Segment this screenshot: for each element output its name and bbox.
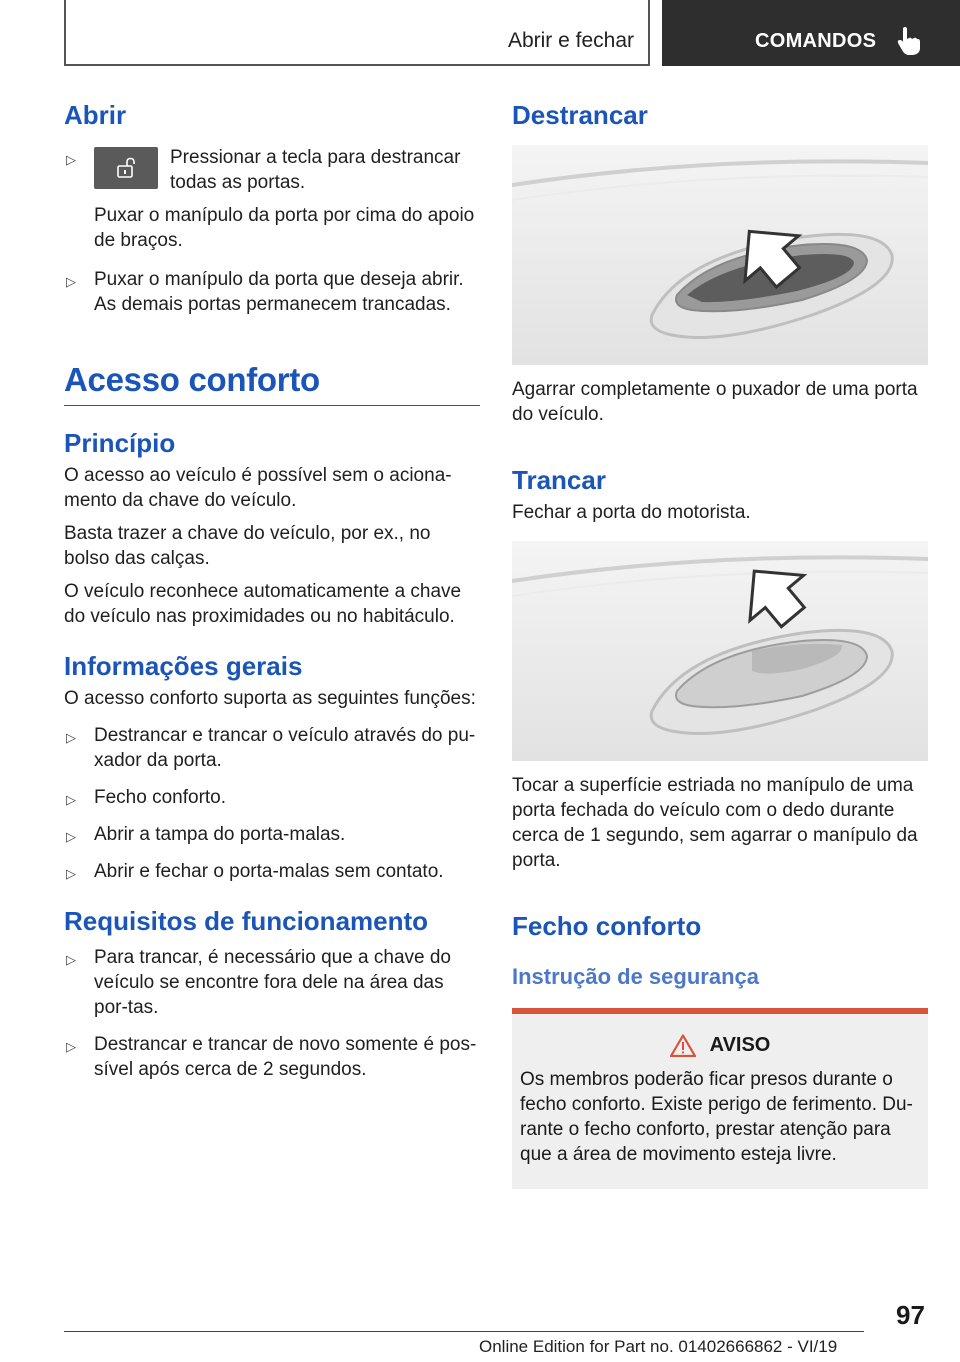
heading-requisitos: Requisitos de funcionamento [64,906,429,936]
door-handle-touch-illustration [512,541,928,761]
bullet-triangle-icon: ▷ [66,274,76,289]
unlock-key-button [94,147,158,189]
right-column [512,100,928,1189]
header-section-title: Abrir e fechar [507,29,634,52]
bullet-triangle-icon: ▷ [66,829,76,844]
paragraph: Basta trazer a chave do veículo, por ex., no bolso das calças. [64,523,431,569]
bullet-text: Abrir a tampa do porta-malas. [94,824,346,845]
heading-trancar: Trancar [512,465,606,495]
paragraph: O acesso conforto suporta as seguintes funções: [64,688,476,709]
heading-instrucao-seguranca: Instrução de segurança [512,964,759,989]
caption: Tocar a superfície estriada no manípulo de uma porta fechada do veículo com o dedo durante cerca de 1 segundo, sem agarrar o manípulo da porta. [512,775,918,871]
bullet-triangle-icon: ▷ [66,730,76,745]
header-chapter-label: COMANDOS [755,30,877,52]
paragraph: Fechar a porta do motorista. [512,502,751,523]
paragraph: O acesso ao veículo é possível sem o aciona-mento da chave do veículo. [64,465,452,511]
bullet-text: Puxar o manípulo da porta que deseja abrir. As demais portas permanecem trancadas. [94,269,464,315]
heading-abrir: Abrir [64,100,127,130]
bullet-text: Destrancar e trancar de novo somente é pos-sível após cerca de 2 segundos. [94,1034,477,1080]
footer-divider [64,1331,864,1332]
list-item [64,267,480,317]
left-column [64,100,480,1082]
heading-acesso-conforto: Acesso conforto [64,361,480,406]
warning-box [512,1008,928,1189]
heading-destrancar: Destrancar [512,100,648,130]
bullet-text: Abrir e fechar o porta-malas sem contato. [94,861,444,882]
paragraph: O veículo reconhece automaticamente a chave do veículo nas proximidades ou no habitáculo. [64,581,462,627]
bullet-triangle-icon: ▷ [66,1039,76,1054]
warning-text: Os membros poderão ficar presos durante o fecho conforto. Existe perigo de ferimento. Du-rante o fecho conforto, prestar atenção para que a área de movimento esteja livre. [520,1069,913,1165]
list-item [64,785,480,810]
bullet-text: Destrancar e trancar o veículo através do pu-xador da porta. [94,725,476,771]
header-chapter-tab [662,0,960,66]
heading-fecho-conforto: Fecho conforto [512,911,702,941]
footer-edition: Online Edition for Part no. 01402666862 - VI/19 [479,1337,838,1356]
heading-informacoes-gerais: Informações gerais [64,651,303,681]
bullet-triangle-icon: ▷ [66,152,76,167]
heading-principio: Princípio [64,428,176,458]
caption: Agarrar completamente o puxador de uma porta do veículo. [512,379,918,425]
bullet-triangle-icon: ▷ [66,792,76,807]
hand-pointer-icon [896,26,922,56]
bullet-text: Pressionar a tecla para destrancar todas as portas. [170,147,461,193]
bullet-text: Fecho conforto. [94,787,227,808]
bullet-subtext: Puxar o manípulo da porta por cima do apoio de braços. [94,205,475,251]
warning-triangle-icon [670,1034,696,1057]
page-number: 97 [896,1300,925,1330]
header-section-box [64,0,650,66]
list-item [64,145,480,253]
list-item [64,723,480,773]
warning-header [520,1034,920,1057]
bullet-triangle-icon: ▷ [66,866,76,881]
warning-label: AVISO [709,1034,771,1056]
list-item [64,822,480,847]
unlock-icon [116,157,136,179]
bullet-text: Para trancar, é necessário que a chave do veículo se encontre fora dele na área das por-tas. [94,947,452,1018]
door-handle-grab-illustration [512,145,928,365]
list-item [64,1032,480,1082]
list-item [64,859,480,884]
bullet-triangle-icon: ▷ [66,952,76,967]
list-item [64,945,480,1020]
